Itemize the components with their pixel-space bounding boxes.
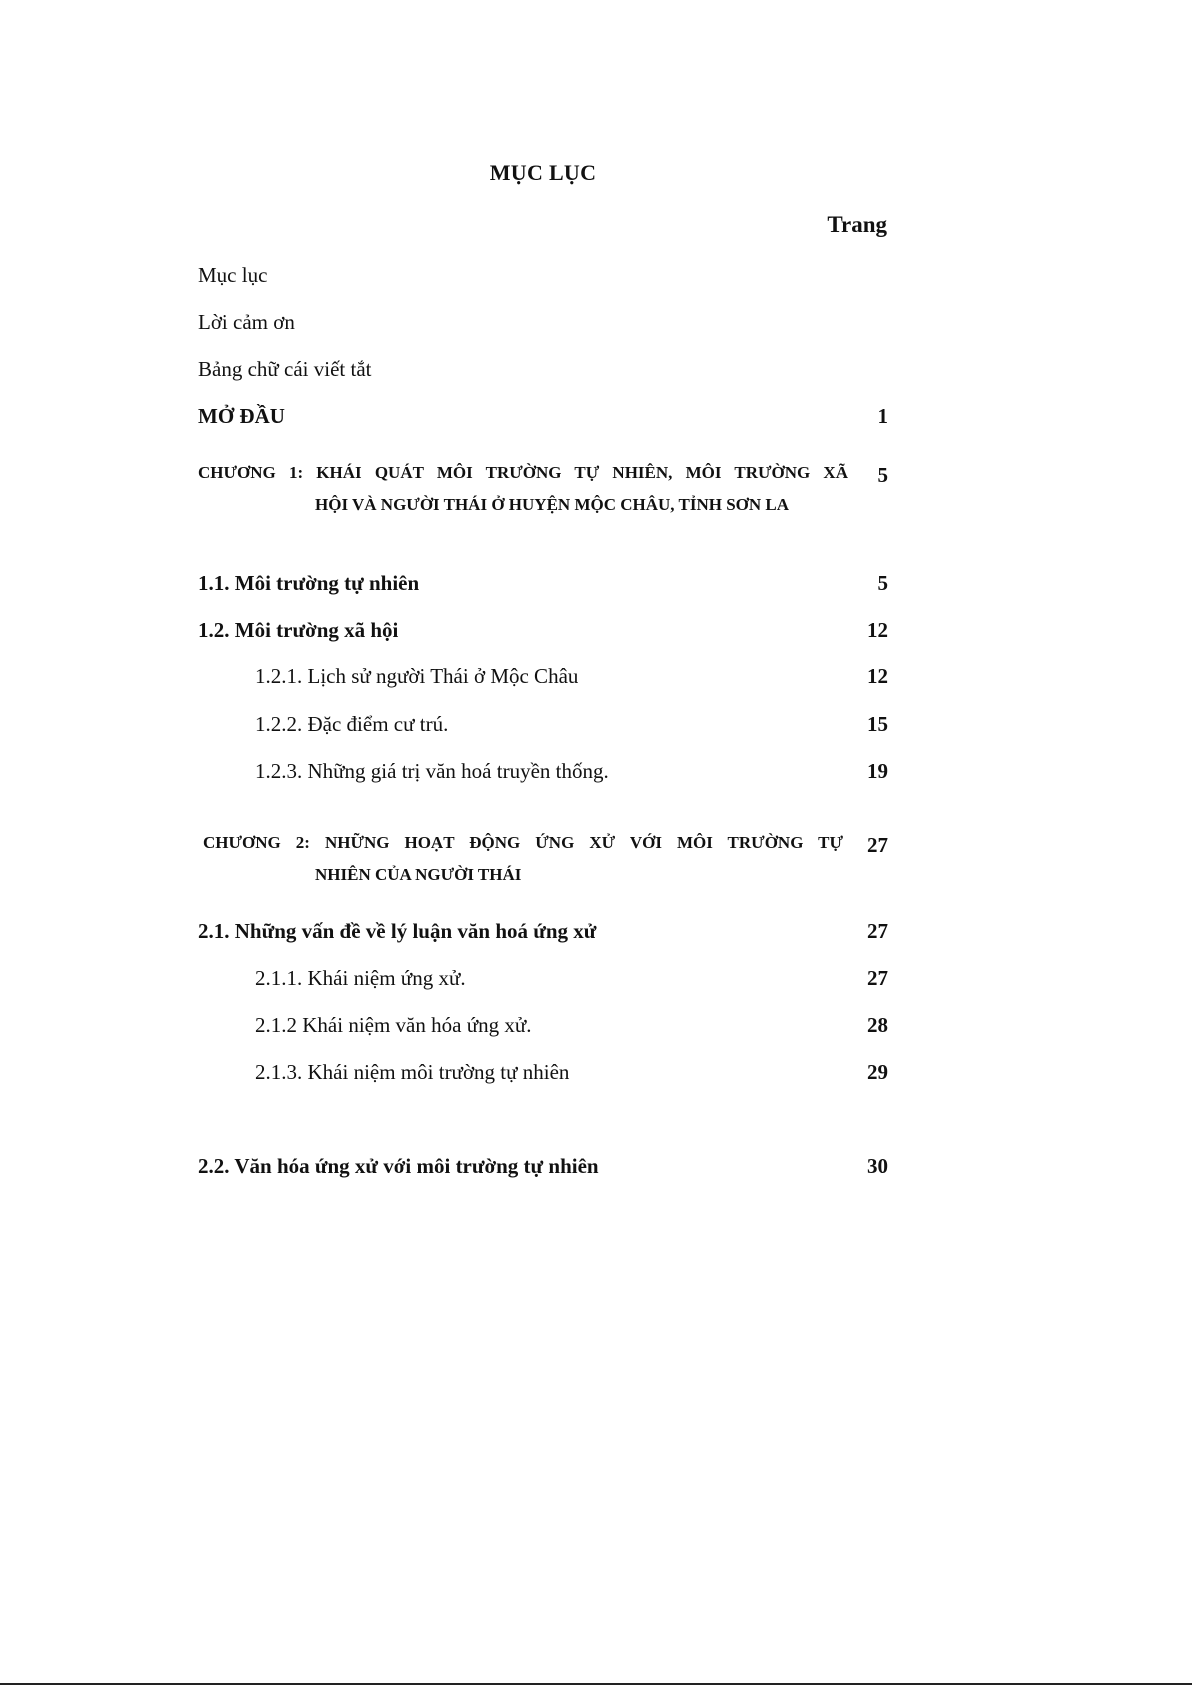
toc-entry-label: 1.2.2. Đặc điểm cư trú.	[255, 712, 449, 736]
chapter-title-line1: CHƯƠNG 1: KHÁI QUÁT MÔI TRƯỜNG TỰ NHIÊN, MÔI TRƯỜNG XÃ	[198, 463, 848, 482]
toc-entry-label: 2.1. Những vấn đề về lý luận văn hoá ứng xử	[198, 919, 597, 943]
toc-entry-page: 28	[867, 1013, 888, 1037]
toc-entry-page: 12	[867, 618, 888, 642]
toc-entry-1-2-2	[198, 709, 888, 739]
toc-entry-1-2	[198, 615, 888, 645]
page-column-header: Trang	[827, 212, 887, 237]
toc-entry-page: 19	[867, 759, 888, 783]
toc-entry-2-1	[198, 916, 888, 946]
toc-entry-label: Bảng chữ cái viết tắt	[198, 357, 372, 381]
toc-entry-page: 5	[877, 571, 888, 595]
toc-entry-page: 15	[867, 712, 888, 736]
toc-entry-label: MỞ ĐẦU	[198, 404, 285, 428]
toc-entry-label: Mục lục	[198, 263, 268, 287]
toc-entry-page: 1	[877, 404, 888, 428]
toc-entry-label: 2.1.1. Khái niệm ứng xử.	[255, 966, 466, 990]
toc-entry-loi-cam-on	[198, 307, 888, 337]
toc-entry-bang-chu-cai	[198, 354, 888, 384]
toc-entry-label: 2.1.3. Khái niệm môi trường tự nhiên	[255, 1060, 570, 1084]
toc-entry-2-1-1	[198, 963, 888, 993]
toc-entry-2-2	[198, 1151, 888, 1181]
toc-entry-page: 27	[867, 919, 888, 943]
toc-entry-1-2-3	[198, 756, 888, 786]
toc-entry-label: 2.2. Văn hóa ứng xử với môi trường tự nhiên	[198, 1154, 599, 1178]
toc-entry-page: 12	[867, 664, 888, 688]
toc-entry-page: 5	[877, 463, 888, 487]
toc-entry-page: 30	[867, 1154, 888, 1178]
toc-entry-label: 1.2.1. Lịch sử người Thái ở Mộc Châu	[255, 664, 579, 688]
toc-title: MỤC LỤC	[489, 160, 597, 185]
toc-entry-label: 1.2. Môi trường xã hội	[198, 618, 399, 642]
toc-entry-page: 27	[867, 833, 888, 857]
toc-entry-2-1-2	[198, 1010, 888, 1040]
chapter-title-line1: CHƯƠNG 2: NHỮNG HOẠT ĐỘNG ỨNG XỬ VỚI MÔI TRƯỜNG TỰ	[203, 833, 843, 852]
chapter-title-line2: NHIÊN CỦA NGƯỜI THÁI	[315, 865, 522, 884]
toc-entry-label: 2.1.2 Khái niệm văn hóa ứng xử.	[255, 1013, 532, 1037]
toc-entry-label: Lời cảm ơn	[198, 310, 295, 334]
toc-entry-page: 29	[867, 1060, 888, 1084]
toc-entry-page: 27	[867, 966, 888, 990]
toc-entry-muc-luc	[198, 260, 888, 290]
toc-entry-1-1	[198, 568, 888, 598]
toc-entry-mo-dau	[198, 401, 888, 431]
toc-entry-1-2-1	[198, 661, 888, 691]
toc-entry-label: 1.1. Môi trường tự nhiên	[198, 571, 420, 595]
chapter-title-line2: HỘI VÀ NGƯỜI THÁI Ở HUYỆN MỘC CHÂU, TỈNH SƠN LA	[315, 495, 790, 514]
toc-entry-2-1-3	[198, 1057, 888, 1087]
toc-entry-label: 1.2.3. Những giá trị văn hoá truyền thống.	[255, 759, 609, 783]
